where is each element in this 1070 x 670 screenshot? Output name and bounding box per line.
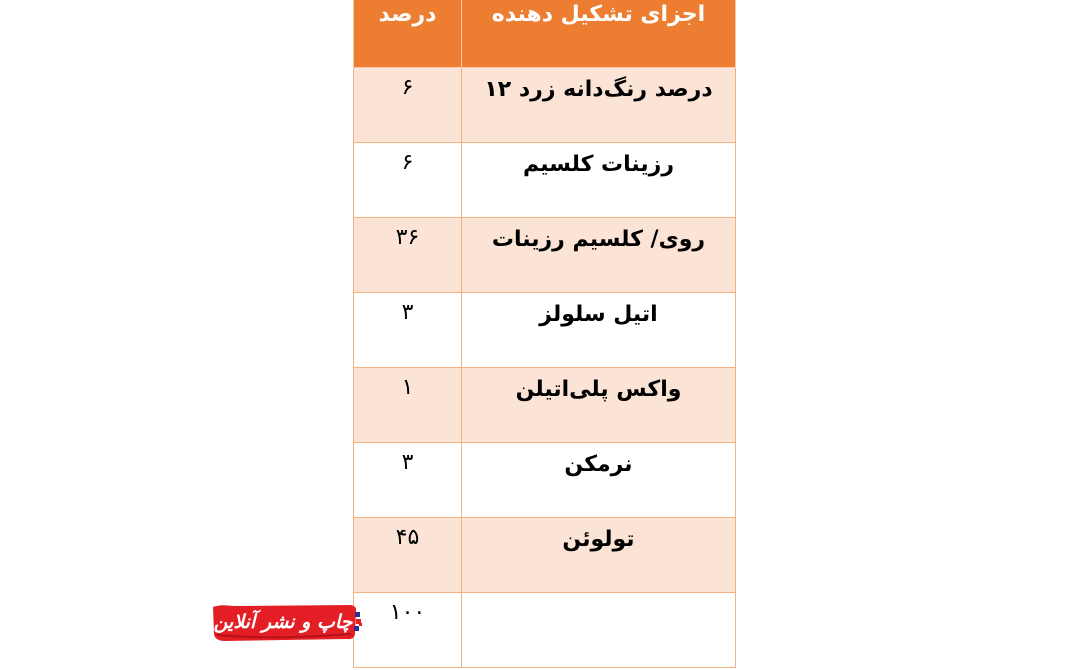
- percent-cell: ۳: [354, 293, 462, 368]
- header-percent: درصد: [354, 0, 462, 68]
- component-cell: [462, 593, 736, 668]
- table-row: [354, 293, 736, 368]
- component-cell: واکس پلی‌اتیلن: [462, 368, 736, 443]
- watermark-text: چاپ و نشر آنلاین: [213, 611, 353, 633]
- watermark-logo: [213, 604, 363, 642]
- table-header-row: [354, 0, 736, 68]
- table-row: [354, 218, 736, 293]
- component-cell: اتیل سلولز: [462, 293, 736, 368]
- component-cell: نرمکن: [462, 443, 736, 518]
- percent-cell: ۶: [354, 143, 462, 218]
- percent-cell: ۴۵: [354, 518, 462, 593]
- table-row: [354, 368, 736, 443]
- percent-cell: ۱: [354, 368, 462, 443]
- composition-table: [353, 0, 736, 668]
- table-row: [354, 443, 736, 518]
- table-row: [354, 593, 736, 668]
- table-row: [354, 518, 736, 593]
- percent-cell: ۳: [354, 443, 462, 518]
- percent-cell: ۶: [354, 68, 462, 143]
- percent-cell: ۳۶: [354, 218, 462, 293]
- component-cell: تولوئن: [462, 518, 736, 593]
- table-row: [354, 68, 736, 143]
- percent-cell: ۱۰۰: [354, 593, 462, 668]
- component-cell: درصد رنگ‌دانه زرد ۱۲: [462, 68, 736, 143]
- header-components: اجزای تشکیل دهنده: [462, 0, 736, 68]
- component-cell: روی/ کلسیم رزینات: [462, 218, 736, 293]
- component-cell: رزینات کلسیم: [462, 143, 736, 218]
- table-row: [354, 143, 736, 218]
